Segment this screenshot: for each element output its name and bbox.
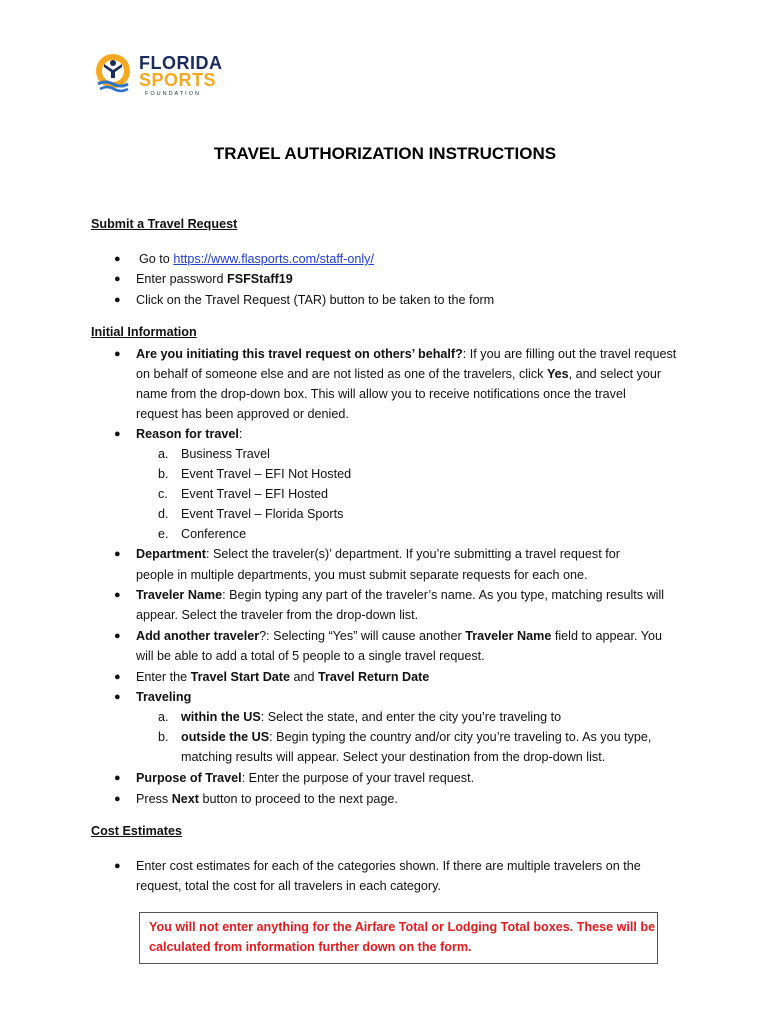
list-item-text: field to appear. You — [551, 629, 662, 643]
bullet: ● — [114, 772, 121, 784]
bullet: ● — [114, 671, 121, 683]
list-item-text: : Begin typing the country and/or city you’re traveling to. As you type, — [269, 730, 652, 744]
bold-term: Next — [171, 792, 199, 806]
list-item-text: Go to — [139, 252, 174, 266]
bullet: ● — [114, 428, 121, 440]
bullet: ● — [114, 548, 121, 560]
bold-term: Travel Return Date — [318, 670, 430, 684]
bullet: ● — [114, 691, 121, 703]
bold-term: Traveler Name — [465, 629, 552, 643]
list-item-reason — [136, 426, 242, 442]
bullet: ● — [114, 589, 121, 601]
sublist-item: Event Travel – EFI Hosted — [181, 487, 328, 501]
sublist-item-outside-us — [181, 729, 651, 745]
list-item-text: and — [290, 670, 319, 684]
list-item-text: : — [238, 427, 243, 441]
list-item-text: : If you are filling out the travel request — [462, 347, 677, 361]
sublist-letter: a. — [158, 447, 169, 461]
list-item-line: name from the drop-down box. This will allow you to receive notifications once the travel — [136, 387, 626, 401]
section-heading-submit: Submit a Travel Request — [91, 217, 238, 231]
list-item-text: Enter the — [136, 670, 191, 684]
bold-term: Travel Start Date — [190, 670, 291, 684]
bullet: ● — [114, 273, 121, 285]
sublist-item: Business Travel — [181, 447, 270, 461]
bold-term: Department — [136, 547, 206, 561]
list-item-text: , and select your — [568, 367, 662, 381]
note-line: You will not enter anything for the Airfare Total or Lodging Total boxes. These will be — [149, 920, 656, 934]
bullet: ● — [114, 294, 121, 306]
list-item-line: will be able to add a total of 5 people to a single travel request. — [136, 649, 485, 663]
document-title: TRAVEL AUTHORIZATION INSTRUCTIONS — [213, 144, 557, 163]
note-line: calculated from information further down on the form. — [149, 940, 472, 954]
bullet: ● — [114, 348, 121, 360]
logo-text-foundation: FOUNDATION — [145, 91, 201, 97]
list-item-traveling: Traveling — [136, 690, 192, 704]
list-item-text: ?: Selecting “Yes” will cause another — [259, 629, 466, 643]
sublist-item: Conference — [181, 527, 247, 541]
bold-term: within the US — [181, 710, 261, 724]
list-item-text: : Enter the purpose of your travel request. — [241, 771, 475, 785]
bullet: ● — [114, 253, 121, 265]
list-item-purpose — [136, 770, 474, 786]
list-item-line: people in multiple departments, you must submit separate requests for each one. — [136, 568, 588, 582]
list-item-behalf — [136, 346, 676, 362]
list-item-tar: Click on the Travel Request (TAR) button to be taken to the form — [136, 293, 495, 307]
bullet: ● — [114, 860, 121, 872]
list-item-text: on behalf of someone else and are not listed as one of the travelers, click — [136, 367, 547, 381]
password-value: FSFStaff19 — [227, 272, 293, 286]
list-item-text: Press — [136, 792, 172, 806]
sublist-item: Event Travel – Florida Sports — [181, 507, 344, 521]
bold-term: Are you initiating this travel request on others’ behalf? — [136, 347, 463, 361]
sublist-letter: b. — [158, 730, 169, 744]
bold-term: Reason for travel — [136, 427, 239, 441]
bold-term: Yes — [546, 367, 569, 381]
list-item-goto — [139, 251, 374, 267]
list-item-line — [136, 366, 661, 382]
bullet: ● — [114, 793, 121, 805]
sublist-letter: e. — [158, 527, 169, 541]
sublist-item-within-us — [181, 709, 561, 725]
list-item-line: appear. Select the traveler from the drop-down list. — [136, 608, 419, 622]
list-item-dates — [136, 669, 429, 685]
list-item-traveler-name — [136, 587, 664, 603]
logo-emblem-icon — [92, 50, 138, 96]
bold-term: Add another traveler — [136, 629, 260, 643]
sublist-letter: a. — [158, 710, 169, 724]
section-heading-initial: Initial Information — [91, 325, 197, 339]
sublist-item: Event Travel – EFI Not Hosted — [181, 467, 352, 481]
section-heading-cost: Cost Estimates — [91, 824, 182, 838]
list-item-next — [136, 791, 398, 807]
list-item-department — [136, 546, 620, 562]
list-item-text: Enter password — [136, 272, 227, 286]
list-item-text: : Select the state, and enter the city you’re traveling to — [260, 710, 562, 724]
list-item-cost: Enter cost estimates for each of the categories shown. If there are multiple travelers on the — [136, 859, 641, 873]
florida-sports-logo — [92, 50, 232, 100]
important-note-box — [139, 912, 658, 964]
list-item-line: request has been approved or denied. — [136, 407, 349, 421]
list-item-add-traveler — [136, 628, 662, 644]
logo-text-sports: SPORTS — [139, 70, 217, 90]
list-item-text: button to proceed to the next page. — [199, 792, 398, 806]
logo-text-florida: FLORIDA — [139, 53, 223, 73]
bullet: ● — [114, 630, 121, 642]
sublist-letter: c. — [158, 487, 168, 501]
list-item-password — [136, 271, 293, 287]
staff-only-link[interactable]: https://www.flasports.com/staff-only/ — [173, 252, 374, 266]
bold-term: outside the US — [181, 730, 270, 744]
list-item-text: : Select the traveler(s)’ department. If you’re submitting a travel request for — [205, 547, 620, 561]
bold-term: Purpose of Travel — [136, 771, 242, 785]
list-item-text: : Begin typing any part of the traveler’s name. As you type, matching results will — [222, 588, 665, 602]
sublist-letter: b. — [158, 467, 169, 481]
list-item-line: request, total the cost for all travelers in each category. — [136, 879, 441, 893]
bold-term: Traveler Name — [136, 588, 223, 602]
sublist-line: matching results will appear. Select your destination from the drop-down list. — [181, 750, 606, 764]
sublist-letter: d. — [158, 507, 169, 521]
